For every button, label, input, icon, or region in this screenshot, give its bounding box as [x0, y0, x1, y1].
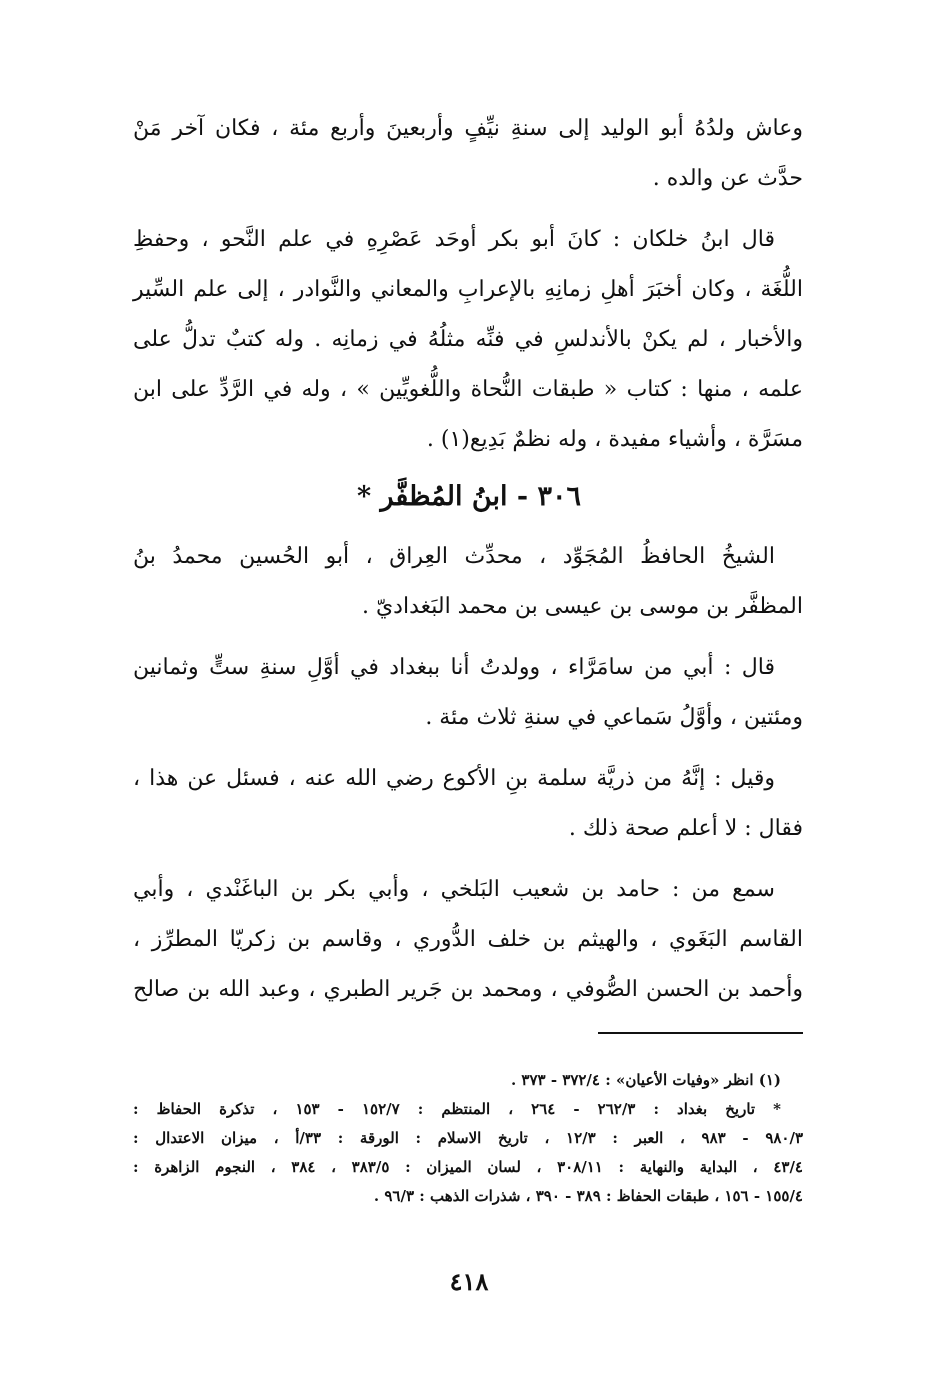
text-line: القاسم البَغَوي ، والهيثم بن خلف الدُّوري ، وقاسم بن زكريّا المطرِّز ،	[133, 927, 803, 952]
body-text-entry	[133, 532, 803, 1026]
text-line: وأحمد بن الحسن الصُّوفي ، ومحمد بن جَرير الطبري ، وعبد الله بن صالح	[133, 977, 803, 1002]
text-line: وقيل : إنَّهُ من ذريَّة سلمة بنِ الأكوع رضي الله عنه ، فسئل عن هذا ،	[133, 766, 775, 791]
text-line: وعاش ولدُهُ أبو الوليد إلى سنةِ نيِّفٍ وأربعينَ وأربع مئة ، فكان آخر مَنْ	[133, 116, 803, 141]
sources-line: * تاريخ بغداد : ٢٦٢/٣ - ٢٦٤ ، المنتظم : ١٥٢/٧ - ١٥٣ ، تذكرة الحفاظ :	[133, 1100, 782, 1118]
text-line: مسَرَّة ، وأشياء مفيدة ، وله نظمٌ بَدِيع(١) .	[426, 427, 803, 452]
paragraph-walid	[133, 104, 803, 204]
footnotes	[133, 1066, 803, 1211]
paragraph-teachers	[133, 865, 803, 1015]
paragraph-identity	[133, 532, 803, 632]
footnote-1: (١) انظر «وفيات الأعيان» : ٣٧٢/٤ - ٣٧٣ .	[510, 1071, 781, 1089]
text-line: علمه ، منها : كتاب « طبقات النُّحاة واللُّغويِّين » ، وله في الرَّدِّ على ابن	[133, 377, 803, 402]
text-line: سمع من : حامد بن شعيب البَلخي ، وأبي بكر بن الباغَنْدي ، وأبي	[133, 877, 775, 902]
sources-line: ٤٣/٤ ، البداية والنهاية : ٣٠٨/١١ ، لسان الميزان : ٣٨٣/٥ ، ٣٨٤ ، النجوم الزاهرة :	[133, 1158, 803, 1176]
text-line: حدَّث عن والده .	[652, 166, 803, 191]
text-line: الشيخُ الحافظُ المُجَوِّد ، محدِّث العِراق ، أبو الحُسين محمدُ بنُ	[133, 544, 775, 569]
sources-line: ٩٨٠/٣ - ٩٨٣ ، العبر : ١٢/٣ ، تاريخ الاسلام : الورقة : ٣٣/أ ، ميزان الاعتدال :	[133, 1129, 804, 1147]
paragraph-birth	[133, 643, 803, 743]
text-line: اللُّغَة ، وكان أخبَرَ أهلِ زمانِهِ بالإعرابِ والمعاني والنَّوادر ، إلى علم السِّير	[133, 277, 803, 302]
sources-line: ١٥٥/٤ - ١٥٦ ، طبقات الحفاظ : ٣٨٩ - ٣٩٠ ، شذرات الذهب : ٩٦/٣ .	[373, 1187, 803, 1205]
paragraph-lineage	[133, 754, 803, 854]
text-line: ومئتين ، وأوَّلُ سَماعي في سنةِ ثلاث مئة .	[425, 705, 803, 730]
text-line: قال ابنُ خلكان : كانَ أبو بكر أوحَد عَصْرِهِ في علم النَّحو ، وحفظِ	[133, 227, 775, 252]
text-line: المظفَّر بن موسى بن عيسى بن محمد البَغداديّ .	[361, 594, 803, 619]
text-line: والأخبار ، لم يكنْ بالأندلسِ في فنِّه مثلُهُ في زمانِه . وله كتبٌ تدلُّ على	[133, 327, 803, 352]
text-line: فقال : لا أعلم صحة ذلك .	[568, 816, 803, 841]
text-line: قال : أبي من سامَرَّاء ، وولدتُ أنا ببغداد في أوَّلِ سنةِ ستٍّ وثمانين	[133, 655, 775, 680]
paragraph-ibn-khallikan	[133, 215, 803, 465]
page-number: ٤١٨	[449, 1267, 489, 1296]
body-text-top	[133, 104, 803, 476]
footnote-divider	[598, 1032, 803, 1034]
entry-heading: ٣٠٦ - ابنُ المُظفَّر *	[356, 481, 582, 512]
